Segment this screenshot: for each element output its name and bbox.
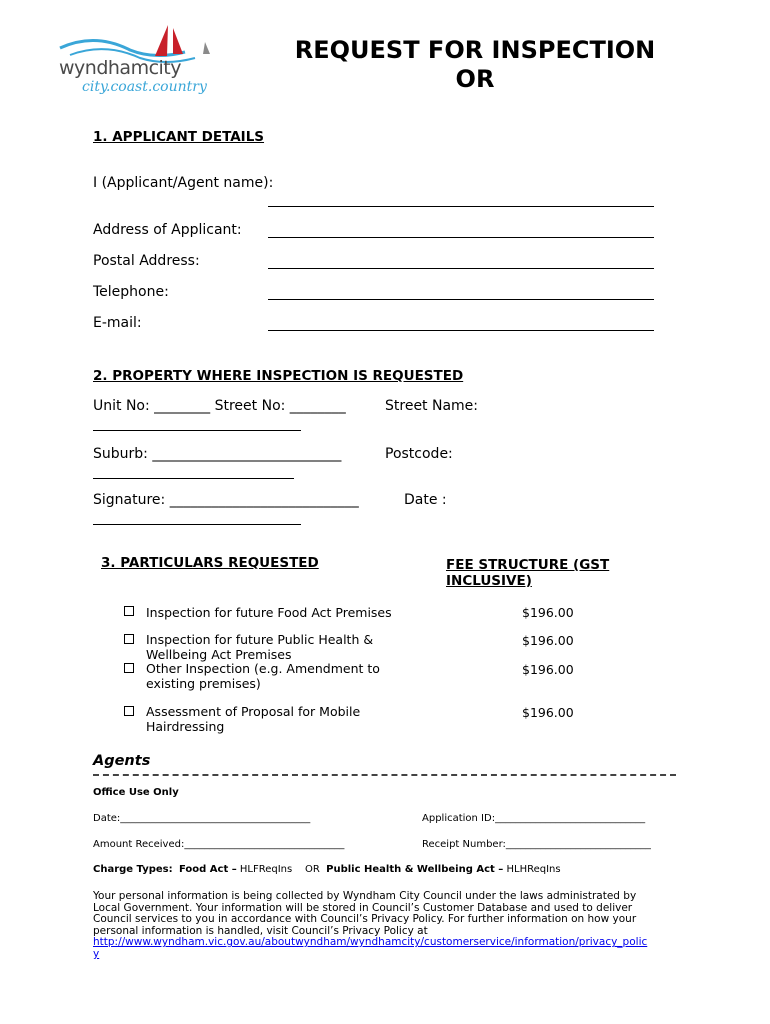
- email-field[interactable]: [268, 330, 654, 331]
- item-food-act-label: Inspection for future Food Act Premises: [146, 605, 392, 620]
- fee-heading-line-1: FEE STRUCTURE (GST: [446, 557, 610, 573]
- charge-types-label: Charge Types:: [93, 864, 173, 875]
- item-other-inspection-fee: $196.00: [522, 662, 574, 677]
- address-field[interactable]: [268, 237, 654, 238]
- privacy-statement: [93, 891, 693, 961]
- privacy-line-1: Your personal information is being collected by Wyndham City Council under the laws administrated by: [93, 890, 637, 902]
- charge-types-row: [93, 864, 561, 875]
- office-date-field[interactable]: Date:______________________________________: [93, 813, 311, 824]
- checkbox-other-inspection[interactable]: [124, 663, 134, 673]
- title-line-1: REQUEST FOR INSPECTION: [294, 36, 656, 64]
- item-hair-line-1: Assessment of Proposal for Mobile: [146, 704, 361, 719]
- item-public-health-label: [146, 633, 373, 662]
- date-field[interactable]: [93, 524, 301, 525]
- postal-address-label: Postal Address:: [93, 253, 200, 269]
- postcode-label: Postcode:: [385, 446, 453, 462]
- agents-dashed-divider: [93, 774, 676, 776]
- public-health-label: Public Health & Wellbeing Act –: [326, 864, 504, 875]
- item-hair-line-2: Hairdressing: [146, 718, 225, 734]
- privacy-line-2: Local Government. Your information will be stored in Council’s Customer Database and used to deliver: [93, 901, 633, 914]
- item-public-health-fee: $196.00: [522, 633, 574, 648]
- postcode-field[interactable]: [93, 478, 294, 479]
- privacy-link-line-2[interactable]: y: [93, 947, 100, 960]
- public-health-code: HLHReqIns: [506, 864, 561, 875]
- privacy-policy-link[interactable]: [93, 937, 693, 960]
- item-other-line-2: existing premises): [146, 675, 261, 691]
- item-mobile-hairdressing-fee: $196.00: [522, 705, 574, 720]
- logo-tagline: city.coast.country: [82, 79, 207, 95]
- applicant-name-field[interactable]: [268, 206, 654, 207]
- checkbox-public-health[interactable]: [124, 634, 134, 644]
- fee-structure-heading: [446, 557, 609, 589]
- logo-wordmark: wyndhamcity: [59, 57, 181, 79]
- or-text: OR: [304, 864, 320, 875]
- item-other-line-1: Other Inspection (e.g. Amendment to: [146, 661, 380, 676]
- telephone-field[interactable]: [268, 299, 654, 300]
- wyndham-city-logo: [55, 20, 225, 100]
- item-mobile-hairdressing-label: [146, 705, 360, 734]
- date-label: Date :: [404, 492, 447, 508]
- section-3-heading: 3. PARTICULARS REQUESTED: [101, 555, 319, 571]
- office-use-heading: Office Use Only: [93, 787, 179, 798]
- agents-heading: Agents: [93, 753, 151, 769]
- food-act-code: HLFReqIns: [239, 864, 293, 875]
- postal-address-field[interactable]: [268, 268, 654, 269]
- amount-received-field[interactable]: Amount Received:________________________________: [93, 839, 345, 850]
- checkbox-food-act[interactable]: [124, 606, 134, 616]
- item-food-act-fee: $196.00: [522, 605, 574, 620]
- unit-street-no-field[interactable]: Unit No: ________ Street No: ________: [93, 398, 346, 414]
- address-label: Address of Applicant:: [93, 222, 242, 238]
- title-line-2: OR: [455, 65, 495, 93]
- application-id-field[interactable]: Application ID:______________________________: [422, 813, 646, 824]
- fee-heading-line-2: INCLUSIVE): [446, 573, 532, 589]
- food-act-label: Food Act –: [178, 864, 237, 875]
- section-2-heading: 2. PROPERTY WHERE INSPECTION IS REQUESTED: [93, 368, 464, 384]
- street-name-field[interactable]: [93, 430, 301, 431]
- privacy-link-line-1[interactable]: http://www.wyndham.vic.gov.au/aboutwyndham/wyndhamcity/customerservice/information/privacy_polic: [93, 936, 648, 949]
- checkbox-mobile-hairdressing[interactable]: [124, 706, 134, 716]
- item-other-inspection-label: [146, 662, 380, 691]
- signature-field[interactable]: Signature: ___________________________: [93, 492, 359, 508]
- email-label: E-mail:: [93, 315, 142, 331]
- street-name-label: Street Name:: [385, 398, 479, 414]
- applicant-name-label: I (Applicant/Agent name):: [93, 175, 274, 191]
- page-title: [260, 36, 690, 94]
- item-public-health-line-2: Wellbeing Act Premises: [146, 646, 292, 662]
- section-1-heading: 1. APPLICANT DETAILS: [93, 129, 265, 145]
- item-public-health-line-1: Inspection for future Public Health &: [146, 632, 374, 647]
- privacy-line-3: Council services to you in accordance with Council’s Privacy Policy. For further information on how your: [93, 913, 637, 926]
- suburb-field[interactable]: Suburb: ___________________________: [93, 446, 342, 462]
- telephone-label: Telephone:: [93, 284, 169, 300]
- privacy-line-4: personal information is handled, visit Council’s Privacy Policy at: [93, 924, 428, 937]
- receipt-number-field[interactable]: Receipt Number:_____________________________: [422, 839, 651, 850]
